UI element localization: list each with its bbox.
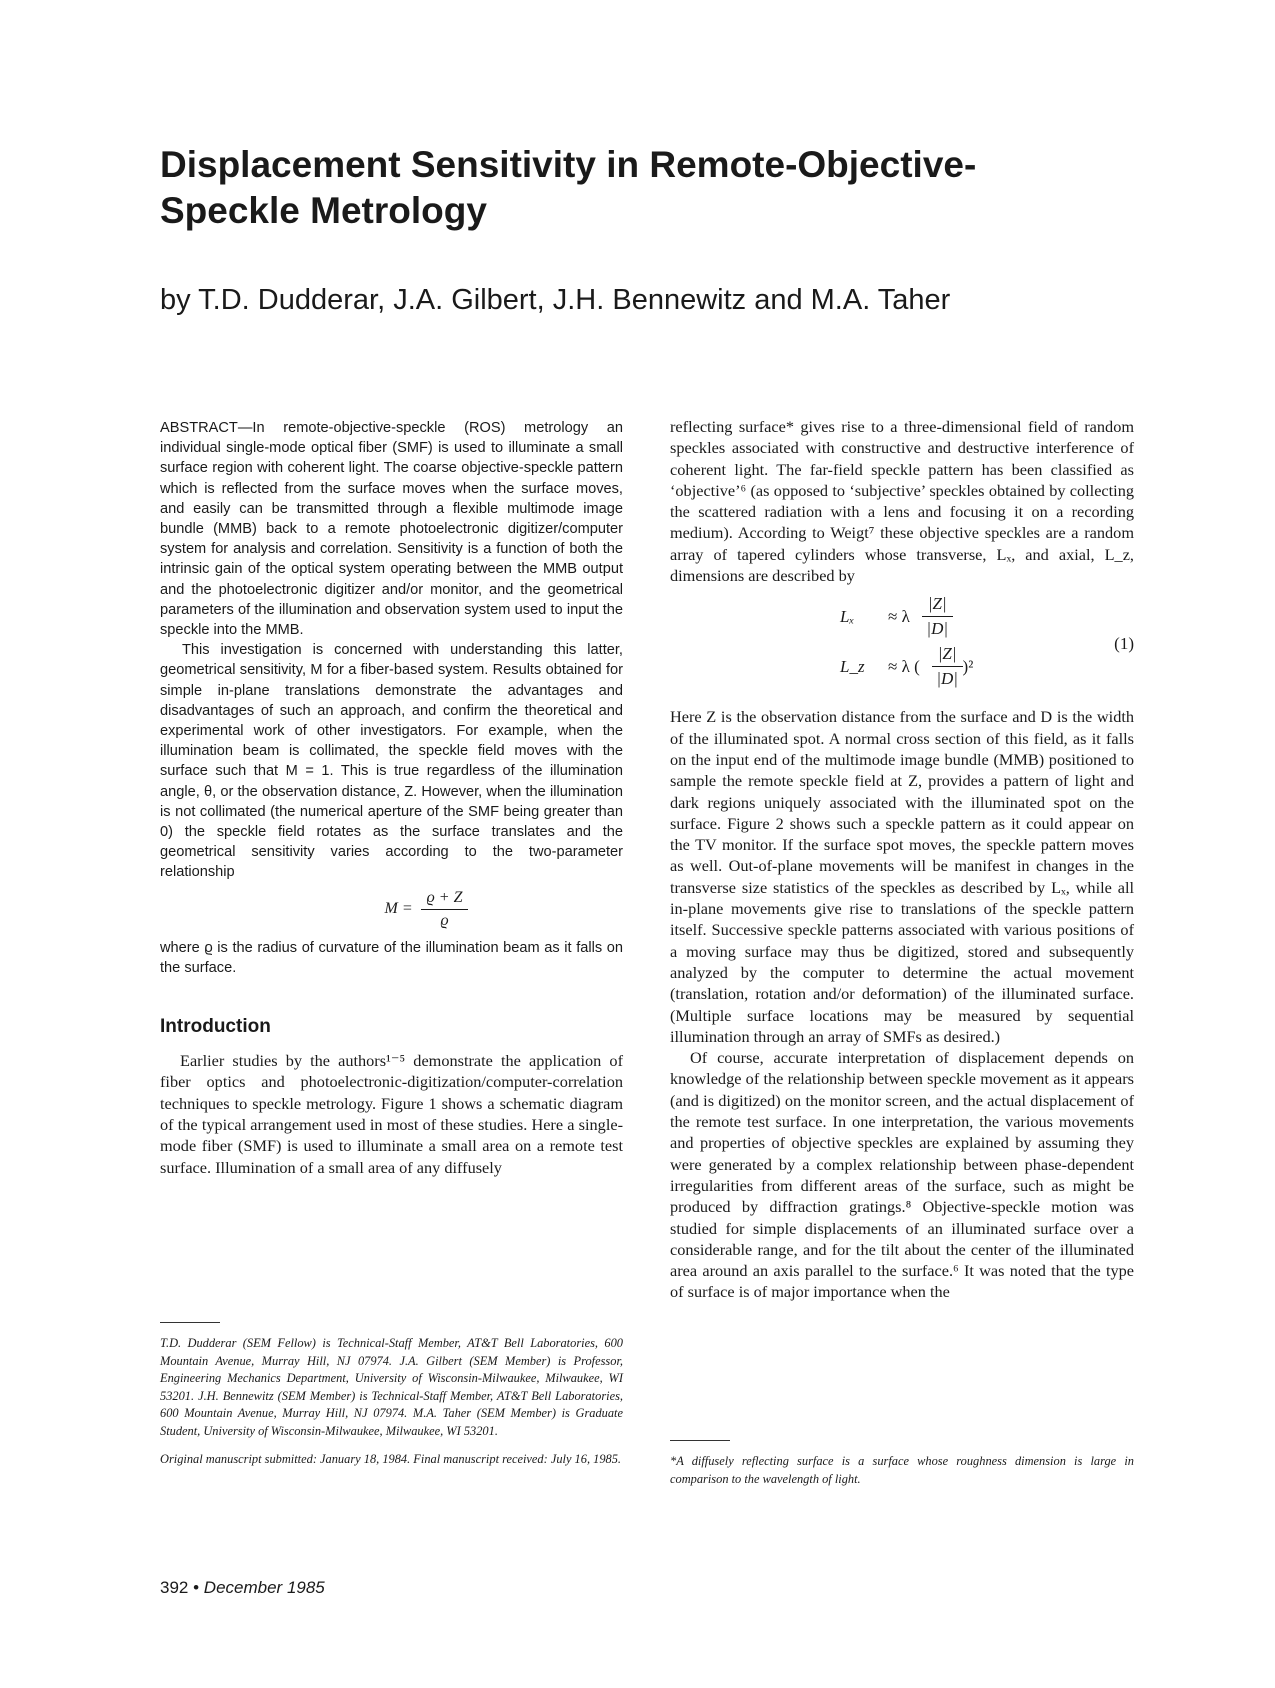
- author-footnotes: [160, 1322, 623, 1468]
- sensitivity-equation: [230, 889, 623, 930]
- equation-1-row-1-denominator: |D|: [926, 619, 949, 639]
- page-footer: [160, 1578, 325, 1598]
- introduction-paragraph-1: Earlier studies by the authors¹⁻⁵ demonstrate the application of fiber optics and photoelectronic-digitization/computer-correlation techniques to speckle metrology. Figure 1 shows a schematic diagram of the typical arrangement used in most of these studies. Here a single-mode fiber (SMF) is used to illuminate a small area on a remote test surface. Illumination of a small area of any diffusely: [160, 1051, 623, 1177]
- equation-lhs: M =: [384, 900, 413, 918]
- author-byline: by T.D. Dudderar, J.A. Gilbert, J.H. Bennewitz and M.A. Taher: [160, 284, 951, 316]
- equation-denominator: ϱ: [440, 911, 449, 929]
- right-paragraph-2: Here Z is the observation distance from the surface and D is the width of the illuminated spot. A normal cross section of this field, as it falls on the input end of the multimode image bundle (MMB) positioned to sample the remote speckle field at Z, provides a pattern of light and dark regions uniquely associated with the illuminated spot on the surface. Figure 2 shows such a speckle pattern as it could appear on the TV monitor. If the surface spot moves, the speckle pattern moves as well. Out-of-plane movements will be manifest in changes in the transverse size statistics of the speckles as described by Lₓ, while all in-plane movements give rise to translations of the speckle pattern itself. Successive speckle patterns associated with various positions of a moving surface may thus be digitized, stored and subsequently analyzed by the computer to determine the actual movement (translation, rotation and/or deformation) of the illuminated surface. (Multiple surface locations may be measured by sequential illumination through an array of SMFs as desired.): [670, 707, 1134, 1046]
- right-paragraph-1: reflecting surface* gives rise to a three-dimensional field of random speckles associated with constructive and destructive interference of coherent light. The far-field speckle pattern has been classified as ‘objective’⁶ (as opposed to ‘subjective’ speckles obtained by collecting the scattered radiation with a lens and focusing it on a recording medium). According to Weigt⁷ these objective speckles are a random array of tapered cylinders whose transverse, Lₓ, and axial, L_z, dimensions are described by: [670, 417, 1134, 586]
- right-paragraph-3: Of course, accurate interpretation of displacement depends on knowledge of the relationship between speckle movement as it appears (and is digitized) on the monitor screen, and the actual displacement of the remote test surface. In one interpretation, the various movements and properties of objective speckles are explained by assuming they were generated by a complex relationship between phase-dependent irregularities from different areas of the surface, such as might be produced by diffraction gratings.⁸ Objective-speckle motion was studied for simple displacements of an illuminated surface over a considerable range, and for the tilt about the center of the illuminated area around an axis parallel to the surface.⁶ It was noted that the type of surface is of major importance when the: [670, 1048, 1134, 1302]
- title-line-2: Speckle Metrology: [160, 190, 487, 231]
- page-number: 392: [160, 1578, 189, 1597]
- equation-1-row-2-numerator: |Z|: [932, 644, 963, 667]
- title-line-1: Displacement Sensitivity in Remote-Objective-: [160, 144, 977, 185]
- footnote-diffuse-surface: *A diffusely reflecting surface is a surface whose roughness dimension is large in comparison to the wavelength of light.: [670, 1454, 1134, 1486]
- equation-1-row-1: [840, 594, 953, 639]
- footer-bullet: •: [193, 1578, 200, 1597]
- equation-1-row-2-lhs: L_z: [840, 656, 865, 676]
- footnote-rule-right: [670, 1440, 730, 1441]
- abstract-tail: where ϱ is the radius of curvature of the illumination beam as it falls on the surface.: [160, 939, 623, 976]
- surface-footnote: [670, 1440, 1134, 1488]
- left-column: [160, 418, 623, 1178]
- equation-1-row-2: [840, 644, 973, 689]
- abstract-paragraph-1: ABSTRACT—In remote-objective-speckle (ROS) metrology an individual single-mode optical fiber (SMF) is used to illuminate a small surface region with coherent light. The coarse objective-speckle pattern which is reflected from the surface moves when the surface moves, and easily can be transmitted through a flexible multimode image bundle (MMB) back to a remote photoelectronic digitizer/computer system for analysis and correlation. Sensitivity is a function of both the intrinsic gain of the optical system operating between the MMB output and the photoelectronic digitizer and/or monitor, and the geometrical parameters of the illumination and observation system used to input the speckle into the MMB.: [160, 420, 623, 639]
- section-heading-introduction: Introduction: [160, 1016, 271, 1038]
- equation-1-row-1-lhs: Lₓ: [840, 606, 855, 626]
- footnote-rule: [160, 1322, 220, 1323]
- issue-date: December 1985: [203, 1578, 325, 1597]
- equation-1-row-1-fraction: [922, 594, 953, 639]
- article-title: [160, 142, 1160, 234]
- equation-1-row-2-close: )²: [962, 656, 974, 676]
- equation-1: [670, 594, 1134, 694]
- equation-1-row-2-relation: ≈ λ (: [888, 656, 920, 676]
- equation-1-row-1-relation: ≈ λ: [888, 606, 910, 626]
- right-column-body: [670, 416, 1134, 1303]
- introduction-body: [160, 1050, 623, 1178]
- equation-1-row-1-numerator: |Z|: [922, 594, 953, 617]
- equation-1-row-2-fraction: [932, 644, 963, 689]
- equation-1-row-2-denominator: |D|: [936, 669, 958, 689]
- footnote-manuscript-dates: Original manuscript submitted: January 18, 1984. Final manuscript received: July 16, 1985.: [160, 1451, 622, 1466]
- abstract: [160, 418, 623, 978]
- equation-fraction: [421, 889, 469, 930]
- abstract-paragraph-2: This investigation is concerned with understanding this latter, geometrical sensitivity, M for a fiber-based system. Results obtained for simple in-plane translations demonstrate the advantages and disadvantages of such an approach, and confirm the theoretical and experimental work of other investigators. For example, when the illumination beam is collimated, the speckle field moves with the surface such that M = 1. This is true regardless of the illumination angle, θ, or the observation distance, Z. However, when the illumination is not collimated (the numerical aperture of the SMF being greater than 0) the speckle field rotates as the surface translates and the geometrical sensitivity varies according to the two-parameter relationship: [160, 642, 623, 881]
- equation-1-number: (1): [1114, 634, 1134, 654]
- right-column: [670, 416, 1134, 1303]
- equation-numerator: ϱ + Z: [421, 889, 469, 910]
- footnote-author-affiliations: T.D. Dudderar (SEM Fellow) is Technical-Staff Member, AT&T Bell Laboratories, 600 Mountain Avenue, Murray Hill, NJ 07974. J.A. Gilbert (SEM Member) is Professor, Engineering Mechanics Department, University of Wisconsin-Milwaukee, Milwaukee, WI 53201. J.H. Bennewitz (SEM Member) is Technical-Staff Member, AT&T Bell Laboratories, 600 Mountain Avenue, Murray Hill, NJ 07974. M.A. Taher (SEM Member) is Graduate Student, University of Wisconsin-Milwaukee, Milwaukee, WI 53201.: [160, 1336, 623, 1438]
